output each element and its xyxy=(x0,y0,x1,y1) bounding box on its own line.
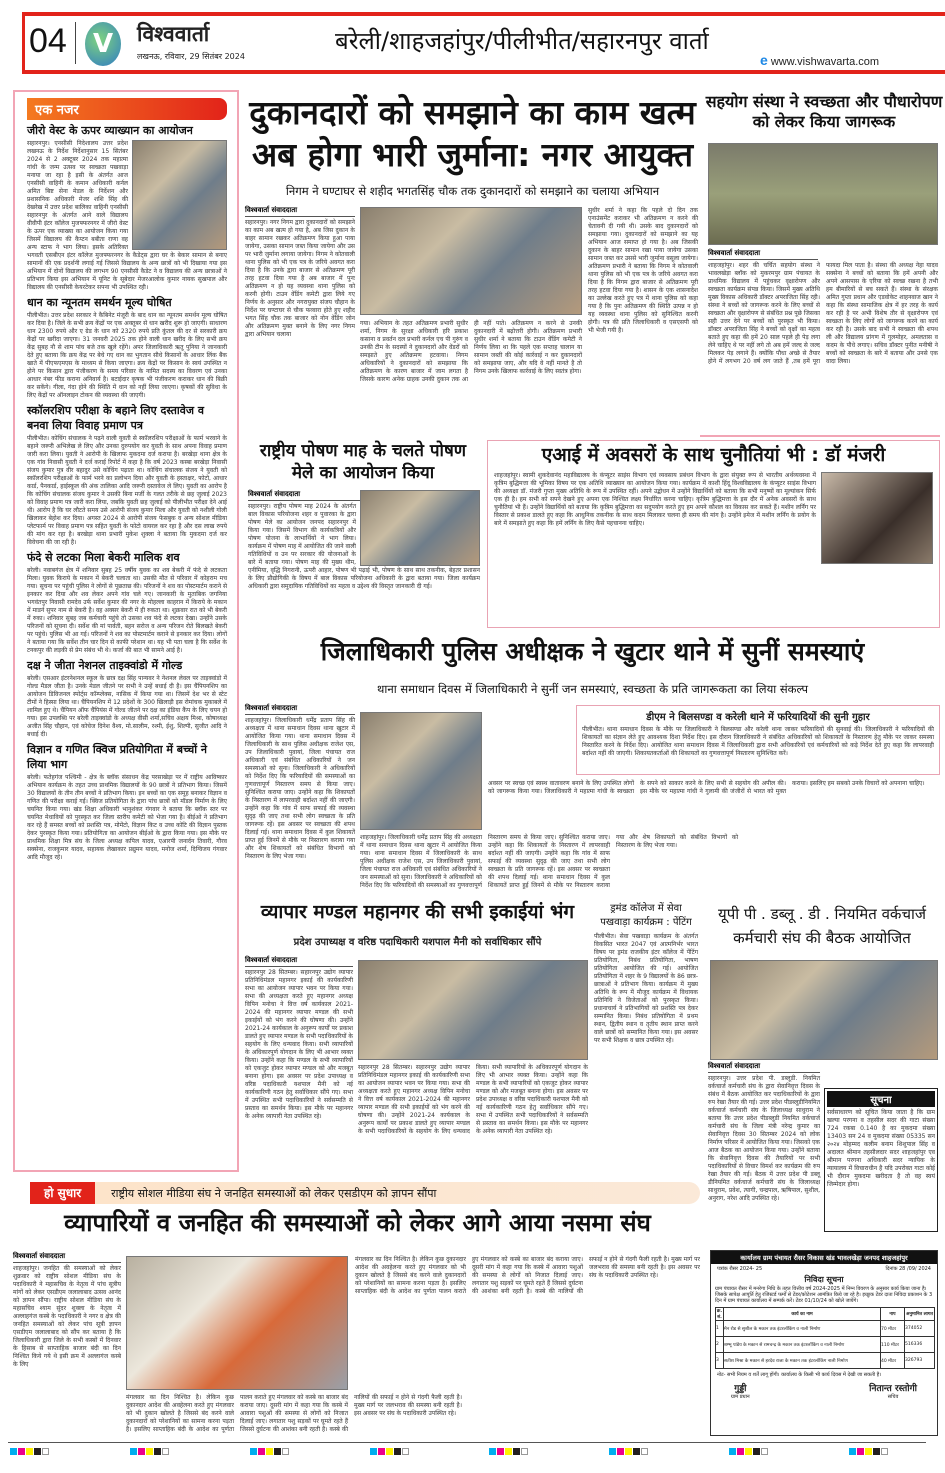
article-body: सहारनपुर। राष्ट्रीय पोषण माह 2024 के अंतर्गत बाल विकास परियोजना शहर व पुवारका के द्वारा पोषण मेले का आयोजन जनपद सहारनपुर में किया गया। जिसमें विभाग की कार्यकत्रियों और पोषण योजना के लाभार्थियों ने भाग लिया। कार्यक्रम में पोषण माह में आयोजित की जाने वाली गतिविधियों व उन पर सरकार की योजनाओं के बारे में बताया गया। पोषण माह की मुख्य थीम, एनीमिया, वृद्धि निगरानी, ऊपरी आहार, पोषण भी पढ़ाई भी, पोषण के साथ साथ तकनीक, बेहतर प्रशासन के लिए प्रौद्योगिकी के विषय में बाल विकास परियोजना अधिकारी के द्वारा बताया गया। जिला कार्यक्रम अधिकारी द्वारा समुदायिक गतिविधियों का महत्व व उद्देश्य की विस्तृत जानकारी दी गई। xyxy=(248,503,480,590)
lead-cols: गया। अभियान के तहत अतिक्रमण प्रभारी सुधीर शर्मा, निगम के सुरक्षा अधिकारी हरि प्रकाश कसाना व प्रवर्तन दल प्रभारी कर्नल एच पी गुरुंग व उनकी टीम के सदस्यों ने दुकानदारों और वेंडरों को समझाते हुए अतिक्रमण हटवाया। निगम अधिकारियों ने दुकानदारों को समझाया कि अतिक्रमण के कारण बाजार में जाम लगता है जिसके कारण अनेक ग्राहक उनकी दुकान तक आ ही नहीं पाते। अतिक्रमण न करने से उनकी दुकानदारी में बढ़ोत्तरी होगी। अतिक्रमण प्रभारी सुधीर शर्मा ने बताया कि टाउन वेंडिंग कमेटी ने निर्णय लिया था कि पहले एक सप्ताह चालान या सामान जब्ती की कोई कार्रवाई न कर दुकानदारों को समझाया जाए, और यदि वे नहीं मानते है तो निगम उनके खिलाफ कार्रवाई के लिए स्वतंत्र होगा। xyxy=(360,320,582,383)
headline-line: अब होगा भारी जुर्माना: नगर आयुक्त xyxy=(251,135,694,174)
dm-cols-lower: शाहजहांपुर। जिलाधिकारी धर्मेंद्र प्रताप सिंह की अध्यक्षता में थाना समाधान दिवस थाना खुटार में आयोजित किया गया। थाना समाधान दिवस में जिलाधिकारी के साथ पुलिस अधीक्षक राजेश एस, उप जिलाधिकारी पुवायां, जिला पंचायत राज अधिकारी एवं संबंधित अधिकारियों ने जन समस्याओं को सुना। जिलाधिकारी ने अधिकारियों को निर्देश दिए कि फरियादियों की समस्याओं का गुणवत्तापूर्ण निस्तारण समय से किया जाए। सुनिश्चित कराया जाए। उन्होंने कहा कि शिकायतों के निस्तारण में लापरवाही बर्दाश्त नहीं की जाएगी। उन्होंने कहा कि गांव में साफ सफाई की व्यवस्था सुदृढ़ की जाए तथा सभी लोग स्वच्छता के प्रति जागरूक रहें। इस अवसर पर स्वच्छता की शपथ दिलाई गई। थाना समाधान दिवस में कुल शिकायतें प्राप्त हुई जिनमें से मौके पर निस्तारण कराया गया और शेष शिकायतों को संबंधित विभागों को निस्तारण के लिए भेजा गया। xyxy=(360,834,738,889)
color-swatch xyxy=(370,1448,377,1455)
cmyk-mark xyxy=(609,1448,648,1455)
dm-subheadline: थाना समाधान दिवस में जिलाधिकारी ने सुनीं जन समस्याएं, स्वच्छता के प्रति जागरूकता का लिया संकल्प xyxy=(377,682,808,696)
vyapar-cols: सहारनपुर 28 सितम्बर। सहारनपुर उद्योग व्यापार प्रतिनिधिमंडल महानगर इकाई की कार्यकारिणी सभा का आयोजन व्यापार भवन पर किया गया। सभा की अध्यक्षता करते हुए महानगर अध्यक्ष विपिन मनोचा ने वित्त वर्ष कार्यकाल 2021-2024 की महानगर व्यापार मण्डल की सभी इकाईयों को भंग करने की घोषणा की। उन्होंने 2021-24 कार्यकाल के अनुरूप कार्यों पर प्रकाश डालते हुए व्यापार मण्डल के सभी पदाधिकारियों के सहयोग के लिए धन्यवाद किया। सभी व्यापारियों के अधिकारपूर्ण योगदान के लिए भी आभार व्यक्त किया। उन्होंने कहा कि मण्डल के सभी व्यापारियों को एकजुट होकर व्यापार मण्डल को और मजबूत बनाना होगा। इस अवसर पर प्रदेश उपाध्यक्ष व वरिष्ठ पदाधिकारी यशपाल मैनी को नई कार्यकारिणी गठन हेतु सर्वाधिकार सौंपे गए। सभा में उपस्थित सभी पदाधिकारियों ने सर्वसम्मति से प्रस्ताव का समर्थन किया। इस मौके पर महानगर के अनेक व्यापारी नेता उपस्थित रहे। xyxy=(358,1064,588,1135)
upwd-body xyxy=(708,1062,820,1248)
color-swatch xyxy=(274,1448,281,1455)
vyapar-subheadline: प्रदेश उपाध्यक्ष व वरिष्ठ पदाधिकारी यशपाल मैनी को सर्वाधिकार सौंपे xyxy=(293,937,542,948)
lead-col4: सुधीर शर्मा ने कहा कि पहले दो दिन तक एनाउंसमेंट कराकर भी अतिक्रमण न करने की चेतावनी दी गयी थी। उसके बाद दुकानदारों को समझाया गया। दुकानदारों को समझाने का यह अभियान आज समाप्त हो गया है। अब जिसकी दुकान के बाहर सामान रखा पाया जायेगा उसका सामान जब्त कर उससे भारी जुर्माना वसूला जायेगा। अतिक्रमण प्रभारी ने बताया कि निगम ने कोतवाली थाना पुलिस को भी एक पत्र के जरिये अवगत करा दिया है कि निगम द्वारा बाजार से अतिक्रमण पूरी तरह हटवा दिया गया है। शासन के एक शासनादेश का उल्लेख करते हुए पत्र में थाना पुलिस को कहा गया है कि पुनः अतिक्रमण की स्थिति उत्पन्न न हो यह व्यवस्था थाना पुलिस को सुनिश्चित करनी होगी। पत्र की प्रति जिलाधिकारी व एसएसपी को भी भेजी गयी है। xyxy=(588,207,698,334)
thana-samadhan-photo xyxy=(360,712,482,830)
article-body: शाहजहांपुर। जनहित की समस्याओं को लेकर शुक्रवार को राष्ट्रीय सोशल मीडिया संघ के पदाधिकारी ने महासचिव के नेतृत्व में पांच सूत्रीय मांगों को लेकर एसडीएम जलालाबाद उत्सव आनंद को ज्ञापन सौंपा। राष्ट्रीय सोशल मीडिया संघ के महासचिव श्याम सुंदर शुक्ला के नेतृत्व में अल्लाहगंज कस्बे के पदाधिकारी ने नगर व क्षेत्र की जनहित समस्याओं को लेकर पांच सूत्री ज्ञापन एसडीएम जलालाबाद को सौंप कर बताया है कि जिलाधिकारी द्वारा जिले के सभी कस्बों में दिनवार के हिसाब से साप्ताहिक बाजार बंदी का दिन निश्चित किये गये थे इसी क्रम में अल्लागंज कस्बे के लिए xyxy=(13,1265,121,1368)
nasma-headline: व्यापारियों व जनहित की समस्याओं को लेकर आगे आया नसमा संघ xyxy=(64,1209,651,1237)
notice-body: सर्वसाधारण को सूचित किया जाता है कि ग्राम खल्या परगना व तहसील सदर की गाटा संख्या 724 रकबा 0.140 है का मुकदमा संख्या 13403 सन 24 व मुकदमा संख्या 05335 सन २०२४ मोहम्मद कलीम बनाम शिशुपाल सिंह व अदालत श्रीमान तहसीलदार सदर शाहजहांपुर एव श्रीमान परगना अधिकारी सदर न्यायिक के न्यायालय में विचाराधीन है यदि उपरोक्त गाटा कोई भी दौरान मुकदमा खरीदता है तो वह स्वयं जिम्मेदार होगा। xyxy=(827,1109,935,1188)
cmyk-mark xyxy=(370,1448,409,1455)
article-body: सहारनपुर। उत्तर प्रदेश पी. डब्लूडी. नियमित वर्कचार्ज कर्मचारी संघ के द्वारा सेवानिवृत्त दिवस के संबंध में बैठक आयोजित कर पदाधिकारियों के द्वारा रुप रेखा तैयार की गई। उत्तर प्रदेश पीडब्लूडीनियमित वर्कचार्ज कर्मचारी संघ के जिलाध्यक्ष साधुराम ने बताया कि उत्तर प्रदेश पीडब्लूडी नियमित वर्कचार्ज कर्मचारी संघ के जिला मंत्री नरेन्द्र कुमार का सेवानिवृत्त दिवस 30 सितम्बर 2024 को लोक निर्माण परिसर में आयोजित किया गया। जिसको एक आज बैठक का आयोजन किया गया। उन्होंने बताया कि सेवानिवृत्त दिवस की तैयारियों पर सभी पदाधिकारियों से विचार विमर्श कर कार्यक्रम की रुप रेखा तैयार की गई। बैठक में उत्तर प्रदेश पी डब्लू डीनियमित वर्कचार्ज कर्मचारी संघ के जिलाध्यक्ष साधुराम, प्रवेश, त्यागी, चन्द्रपाल, ऋषिपाल, सुशील, अनुराग, नरेश आदि उपस्थित रहे। xyxy=(708,1075,820,1202)
cell: 2 xyxy=(716,1337,724,1353)
crosshair-mark xyxy=(402,1448,409,1455)
table-row xyxy=(716,1353,935,1369)
headline-line: दुकानदारों को समझाने का काम खत्म xyxy=(249,93,696,132)
cell: 3 xyxy=(716,1353,724,1369)
article-body: सहारनपुर 28 सितम्बर। सहारनपुर उद्योग व्यापार प्रतिनिधिमंडल महानगर इकाई की कार्यकारिणी सभा का आयोजन व्यापार भवन पर किया गया। सभा की अध्यक्षता करते हुए महानगर अध्यक्ष विपिन मनोचा ने वित्त वर्ष कार्यकाल 2021-2024 की महानगर व्यापार मण्डल की सभी इकाईयों को भंग करने की घोषणा की। उन्होंने 2021-24 कार्यकाल के अनुरूप कार्यों पर प्रकाश डालते हुए व्यापार मण्डल के सभी पदाधिकारियों के सहयोग के लिए धन्यवाद किया। सभी व्यापारियों के अधिकारपूर्ण योगदान के लिए भी आभार व्यक्त किया। उन्होंने कहा कि मण्डल के सभी व्यापारियों को एकजुट होकर व्यापार मण्डल को और मजबूत बनाना होगा। इस अवसर पर प्रदेश उपाध्यक्ष व वरिष्ठ पदाधिकारी यशपाल मैनी को नई कार्यकारिणी गठन हेतु सर्वाधिकार सौंपे गए। सभा में उपस्थित सभी पदाधिकारियों ने सर्वसम्मति से प्रस्ताव का समर्थन किया। इस मौके पर महानगर के अनेक व्यापारी नेता उपस्थित रहे। xyxy=(245,969,353,1120)
col-header: नाप xyxy=(881,1308,905,1321)
signatory-role: सचिव xyxy=(887,1394,899,1400)
ai-story-box xyxy=(487,440,940,628)
tender-title: निविदा सूचना xyxy=(804,1275,844,1284)
brand-name: विश्ववार्ता xyxy=(137,22,210,46)
color-swatch xyxy=(609,1448,616,1455)
color-swatch xyxy=(266,1448,273,1455)
col-header: क्र. सं. xyxy=(716,1309,723,1320)
website-text: www.vishwavarta.com xyxy=(770,56,880,68)
color-swatch xyxy=(497,1448,504,1455)
story-title: धान का न्यूनतम समर्थन मूल्य घोषित xyxy=(27,296,172,309)
dm-headline: जिलाधिकारी पुलिस अधीक्षक ने खुटार थाने में सुनीं समस्याएं xyxy=(320,637,865,666)
story-body: बरेली। नवाबगंज क्षेत्र में शनिवार सुबह 25 वर्षीय युवक का शव बेकरी में फंदे से लटकता मिला। युवक किराये के मकान में बेकरी चलाता था। उसकी मौत से परिवार में कोहराम मच गया। सूचना पर पहुंची पुलिस ने लोगों से पूछताछ की। परिजनों ने शव का पोस्टमार्टम कराने से इनकार कर दिया और शव लेकर अपने गांव चले गए। जानकारी के मुताबिक जगनिया भगवंतपुर निवासी रामदेव उर्फ सर्वेश कुमार की नगर के मोहल्ला काहरान में किराये के मकान में माडर्न सुपर नाम से बेकरी है। वह अक्सर बेकरी में ही रुकता था। शुक्रवार रात को भी बेकरी में रुका। शनिवार सुबह जब कर्मचारी पहुंचे तो उसका शव फंदे से लटका देखा। उन्होंने उसके परिजनों को सूचना दी। सर्वेश की मां पार्वती, बहन सरोज व अन्य परिजन रोते बिलखते बेकरी पर पहुंचे। पुलिस भी आ गई। परिजनों ने शव का पोस्टमार्टम कराने से इनकार कर दिया। लोगों ने बताया गया कि सर्वेश तीन चार दिन से काफी परेशान था। यह भी पता चला है कि सर्वेश के टनकपुर की लड़की से प्रेम संबंध भी थे। कर्जा की बात भी सामने आई है। xyxy=(27,567,227,654)
table-row xyxy=(716,1337,935,1353)
left-story xyxy=(27,550,227,655)
cell: 70 मीटर xyxy=(881,1321,905,1337)
color-swatch xyxy=(857,1448,864,1455)
tender-ref: पत्रांक रौसर 2024- 25 xyxy=(717,1266,763,1272)
article-body: सहारनपुर। नगर निगम द्वारा दुकानदारों को समझाने का काम अब खत्म हो गया है, अब जिस दुकान के बाहर सामान रखकर अतिक्रमण किया हुआ पाया जायेगा, उसका सामान जब्त किया जायेगा और उस पर भारी जुर्माना लगाया जायेगा। निगम ने कोतवाली थाना पुलिस को भी एक पत्र के जरिये अवगत करा दिया है कि उनके द्वारा बाजार से अतिक्रमण पूरी तरह हटवा दिया गया है अब बाजार में पुनः अतिक्रमण न हो यह व्यवस्था थाना पुलिस को करनी होगी। टाउन वेंडिंग कमेटी द्वारा लिये गए निर्णय के अनुसार और नगरायुक्त संजय चौहान के निर्देश पर घण्टाघर से चौक फव्वारा होते हुए शहीद भगत सिंह चौक तक बाजार को नोन वेंडिंग जोन और अतिक्रमण मुक्त बनाने के लिए नगर निगम द्वारा अभियान चलाया xyxy=(245,219,355,338)
poshan-body xyxy=(248,490,480,628)
article-body: पीलीभीत। थाना समाधान दिवस के मौके पर जिलाधिकारी ने बिलसण्डा और करेली थाना जाकर फरियादियों की सुनवाई की। जिलाधिकारी ने फरियादियों की शिकायतों का संज्ञान लेते हुए आवश्यक दिशा निर्देश दिए। इस दौरान जिलाधिकारी ने संबंधित अधिकारियों को शिकायतों के निस्तारण हेतु मौके पर जाकर समस्या निस्तारित करने के निर्देश दिए। आयोजित थाना समाधान दिवस में जिलाधिकारी द्वारा सभी अधिकारियों एवं कर्मचारियों को कड़े निर्देश देते हुए कहा कि लापरवाही बर्दाश्त नहीं की जाएगी। शिकायतकर्ताओं की शिकायतों का गुणवत्तापूर्ण निस्तारण सुनिश्चित करें। xyxy=(582,726,934,757)
article-body: पीलीभीत। सेवा पखवाड़ा कार्यक्रम के अंतर्गत विकसित भारत 2047 एवं आत्मनिर्भर भारत विषय पर ड्रमंड राजकीय इंटर कॉलेज में पेंटिंग प्रतियोगिता, निबंध प्रतियोगिता, भाषण प्रतियोगिता आयोजित की गई। आयोजित प्रतियोगिता में शहर के 9 विद्यालयों के 86 छात्र-छात्राओं ने प्रतिभाग किया। कार्यक्रम में मुख्य अतिथि के रूप में मौजूद कार्यक्रम में विधायक प्रतिनिधि ने विजेताओं को पुरस्कृत किया। प्रधानाचार्य ने प्रतिभागियों को प्रशस्ति पत्र देकर सम्मानित किया। निबंध प्रतियोगिता में प्रथम स्थान, द्वितीय स्थान व तृतीय स्थान प्राप्त करने वाले छात्रों को सम्मानित किया गया। इस अवसर पर सभी शिक्षक व छात्र उपस्थित रहे। xyxy=(594,933,698,1044)
signatures xyxy=(711,1379,937,1402)
logo-icon: V xyxy=(85,22,121,66)
color-swatch xyxy=(865,1448,872,1455)
story-body: सहारनपुर। एनसीसी निदेशालय उत्तर प्रदेश लखनऊ के निर्देश निर्देशानुसार 15 सितंबर 2024 से 2 अक्टूबर 2024 तक महात्मा गांधी के जन्म उत्सव पर स्वच्छता पखवाड़ा मनाया जा रहा है इसी के अंतर्गत आज एनसीसी वाहिनी के कमान अधिकारी कर्नल अमित बिष्ट सेना मेडल के निर्देशन और प्रशासनिक अधिकारी मेजर शशि सिंह की देखरेख में उत्तर प्रदेश बालिका वाहिनी एनसीसी सहारनपुर के अंतर्गत आने वाले विद्यालय वीवीपी इंटर कॉलेज मुजफ्फरनगर में जीरो वेस्ट के ऊपर एक व्याख्या का आयोजन किया गया जिसमें विद्यालय की कैप्टन बबीता राणा वह अन्य स्टाफ ने भाग लिया। इसके अतिरिक्त भगवती एसबीएन इंटर कॉलेज मुजफ्फरनगर के कैडेट्स द्वारा घर के बेकार सामान से बनाए सामानों की एक प्रदर्शनी लगाई गई जिससे विद्यालय के अन्य छात्रों को भी दिखाया गया इस अभियान में दोनों विद्यालय की लगभग 90 एनसीसी कैडेट ने व विद्यालय की अन्य छात्राओं ने प्रतिभाग किया इस अभियान में यूनिट के सूबेदार मेजरआलोक कुमार नायक सुखपाल और विद्यालय की एनसीसी केयरटेकर सपना भी उपस्थित रही। xyxy=(27,140,227,291)
cmyk-mark xyxy=(489,1448,528,1455)
color-swatch xyxy=(394,1448,401,1455)
color-swatch xyxy=(737,1448,744,1455)
cmyk-mark xyxy=(250,1448,289,1455)
crosshair-mark xyxy=(881,1448,888,1455)
byline: विश्ववार्ता संवाददाता xyxy=(708,249,818,260)
color-swatch xyxy=(130,1448,137,1455)
upwd-headline: यूपी पी . डब्लू . डी . नियमित वर्कचार्ज कर्मचारी संघ की बैठक आयोजित xyxy=(718,905,926,947)
cell: 516336 xyxy=(905,1337,935,1353)
color-swatch xyxy=(250,1448,257,1455)
divider xyxy=(75,22,76,64)
soochna-box xyxy=(824,1088,938,1232)
story-body: पीलीभीत। उत्तर प्रदेश सरकार ने कैबिनेट मंजूरी के बाद धान का न्यूनतम समर्थन मूल्य घोषित कर दिया है। जिले के सभी क्रय केंद्रों पर एक अक्तूबर से धान खरीद शुरू हो जाएगी। साधारण धान 2300 रुपये और ए ग्रेड के धान को 2320 रुपये प्रति कुंतल की दर से सरकारी क्रय केंद्रों पर खरीदा जाएगा। 31 जनवरी 2025 तक होने वाली धान खरीद के लिए सभी क्रय केंद्र सुबह नौ से शाम पांच बजे तक खुले रहेंगे। अपर जिलाधिकारी ऋतु पुनिया ने जानकारी देते हुए बताया कि क्रय केंद्र पर बेचे गए धान का भुगतान सीधे किसानों के आधार लिंक बैंक खाते में पीएफएमएस के माध्यम से किया जाएगा। क्रय केंद्रों पर किसान के स्वयं उपस्थित न होने पर किसान द्वारा पंजीकरण के समय परिवार के नामित सदस्य का विवरण एवं उनका आधार नंबर फीड कराना अनिवार्य है। बटाईदार कृषक भी पंजीकरण कराकर धान की बिक्री कर सकेंगे। गीला, गंदा होने की स्थिति में धान को नहीं लिया जाएगा। कृषकों की सुविधा के लिए केंद्रों पर ऑनलाइन टोकन की व्यवस्था की जाएगी। xyxy=(27,312,227,399)
article-body: शाहजहांपुर। जिलाधिकारी धर्मेंद्र प्रताप सिंह की अध्यक्षता में थाना समाधान दिवस थाना खुटार में आयोजित किया गया। थाना समाधान दिवस में जिलाधिकारी के साथ पुलिस अधीक्षक राजेश एस, उप जिलाधिकारी पुवायां, जिला पंचायत राज अधिकारी एवं संबंधित अधिकारियों ने जन समस्याओं को सुना। जिलाधिकारी ने अधिकारियों को निर्देश दिए कि फरियादियों की समस्याओं का गुणवत्तापूर्ण निस्तारण समय से किया जाए। सुनिश्चित कराया जाए। उन्होंने कहा कि शिकायतों के निस्तारण में लापरवाही बर्दाश्त नहीं की जाएगी। उन्होंने कहा कि गांव में साफ सफाई की व्यवस्था सुदृढ़ की जाए तथा सभी लोग स्वच्छता के प्रति जागरूक रहें। इस अवसर पर स्वच्छता की शपथ दिलाई गई। थाना समाधान दिवस में कुल शिकायतें प्राप्त हुई जिनमें से मौके पर निस्तारण कराया गया और शेष शिकायतों को संबंधित विभागों को निस्तारण के लिए भेजा गया। xyxy=(245,717,355,860)
vyapar-meeting-photo xyxy=(358,960,588,1060)
sahyog-headline: सहयोग संस्था ने स्वच्छता और पौधारोपण को लेकर किया जागरूक xyxy=(705,92,943,131)
table-row xyxy=(716,1321,935,1337)
color-swatch xyxy=(625,1448,632,1455)
divider xyxy=(700,435,940,437)
nasma-kicker: राष्ट्रीय सोशल मीडिया संघ ने जनहित समस्याओं को लेकर एसडीएम को ज्ञापन सौंपा xyxy=(111,1186,437,1200)
color-swatch xyxy=(849,1448,856,1455)
tender-notice xyxy=(710,1250,938,1436)
left-column xyxy=(13,90,239,1172)
byline: विश्ववार्ता संवाददाता xyxy=(708,1062,820,1073)
lead-col1 xyxy=(245,206,355,426)
lead-headline xyxy=(245,92,700,176)
encroachment-photo xyxy=(360,207,582,315)
drummond-headline: ड्रमंड कॉलेज में सेवा पखवाड़ा कार्यक्रम : पेंटिंग xyxy=(600,903,692,928)
cmyk-mark xyxy=(849,1448,888,1455)
page-number: 04 xyxy=(29,22,67,60)
crosshair-mark xyxy=(282,1448,289,1455)
story-body: बरेली। एसआर इंटरनेशनल स्कूल के छात्र दक्ष सिंह पान्यवर ने नेशनल लेवल पर ताइक्वांडो में गोल्ड मैडल जीता है। उनके मेडल जीतने पर सभी ने उन्हें बधाई दी है। इस चैंपियनशिप का आयोजन डिविजनल स्पोर्ट्स कॉम्प्लेक्स, नासिक में किया गया था। जिसमें देश भर से स्टेट टीमों ने हिस्सा लिया था। चैंपियनशिप में 12 प्रदेशों के 300 खिलाड़ी इस रोमांचक मुकाबले में शामिल हुए थे। चैंपियन ऑफ चैंपियंस में गोल्ड जीतने पर दक्ष का इंडिया कैंप के लिए चयन हो गया। इस उपलब्धि पर बरेली ताइक्वांडो के अध्यक्ष वीसी शर्मा,सचिव अक्षय मिश्रा, कोषाध्यक्ष अजीत सिंह चौहान, एवं कोचेज दिनेश वैश्य, मो.सालीम, रश्मी, ईशु, शिल्पी, सुजीत आदि ने बधाई दी। xyxy=(27,675,227,738)
cmyk-mark xyxy=(729,1448,768,1455)
left-story xyxy=(27,295,227,400)
masthead xyxy=(22,12,945,74)
byline: विश्ववार्ता संवाददाता xyxy=(13,1252,121,1263)
byline: विश्ववार्ता संवाददाता xyxy=(245,206,355,217)
dm-cols: अवसर पर स्वच्छ एवं स्वस्थ वातावरण बनाने के लिए उपस्थित लोगों को जागरूक किया गया। जिलाधिकारी ने महात्मा गांधी के स्वच्छता के सपने को साकार करने के लिए सभी से सहयोग की अपील की। इस मौके पर महात्मा गांधी ने गुलामी की जंजीरों से भारत को मुक्त कराया। इसलिए हम सबको उनके विचारों को अपनाना चाहिए। xyxy=(488,780,925,795)
section-title: बरेली/शाहजहांपुर/पीलीभीत/सहारनपुर वार्ता xyxy=(335,27,709,55)
ie-icon: e xyxy=(760,52,768,68)
color-swatch xyxy=(873,1448,880,1455)
crosshair-mark xyxy=(42,1448,49,1455)
col-header: कार्य का नाम xyxy=(724,1308,881,1321)
lead-subheadline: निगम ने घण्टाघर से शहीद भगतसिंह चौक तक दुकानदारों को समझाने का चलाया अभियान xyxy=(285,184,660,198)
signatory-name: नितान्त रस्तोगी xyxy=(869,1384,917,1394)
ho-sudhar-strip xyxy=(30,1182,700,1204)
left-story xyxy=(27,658,227,739)
color-swatch xyxy=(745,1448,752,1455)
dm-box-title: डीएम ने बिलसण्डा व करेली थाने में फरियादियों की सुनी गुहार xyxy=(646,712,870,723)
upwd-photo xyxy=(710,960,938,1060)
tender-table xyxy=(715,1307,935,1369)
cell: 40 मीटर xyxy=(881,1353,905,1369)
cell: 1 xyxy=(716,1321,724,1337)
speaker-photo xyxy=(821,472,933,564)
story-title: दक्ष ने जीता नेशनल ताइक्वांडो में गोल्ड xyxy=(27,659,183,672)
ho-sudhar-tag: हो सुधार xyxy=(30,1182,95,1204)
article-body: शाहजहांपुर। शहर की चर्चित सहयोग संस्था ने भावलखेड़ा ब्लॉक को मुकरमपुर ग्राम पंचायत के प्राथमिक विद्यालय में पहुंचकर वृक्षारोपण और स्वच्छता कार्यक्रम संपन्न किया। जिसमें मुख्य अतिथि मुख्य विकास अधिकारी डॉक्टर अपराजिता सिंह रही। संस्था ने बच्चों को जागरूक करने के लिए बच्चों से स्वच्छता और वृक्षारोपण से संबंधित प्रश्न पूछे जिसका सही उत्तर देने पर बच्चों को पुरस्कृत भी किया। डॉक्टर अपराजिता सिंह ने बच्चों को वृक्षों का महत्व बताते हुए कहा की हमें 20 साल पहले ही पेड़ लगा लेने चाहिए थे पर नहीं लगे तो अब हमें जल्द से जल्द मिलकर पेड़ लगाने हैं। क्योंकि पौधा अच्छे से तैयार होने में लगभग 20 वर्ष लग जाते हैं ,तब हमें पूरा फायदा मिल पाता है। संस्था की अध्यक्ष नेहा यादव सक्सेना ने बच्चों को बताया कि हमें अपनी और अपने आसपास के एरिया को स्वच्छ रखना है तभी हम बीमारियों से बच सकते हैं। संस्था के संरक्षक अमित गुप्ता प्रधान और एडवोकेट शाहनवाज खान ने कहा कि संस्था सामाजिक क्षेत्र में हर तरह के कार्य कर रही है पर अभी विशेष तौर से वृक्षारोपण एवं स्वच्छता के लिए लोगों को जागरूक करने का कार्य कर रही है। उसके बाद सभी ने स्वच्छता की शपथ ली और विद्यालय प्रांगण में गुलमोहर, अमलतास व कदम के पौधे लगाए। सचिव डॉक्टर पुनीत मनीषी ने बच्चों को स्वच्छता के बारे में बताया और उनसे एक वादा लिया। xyxy=(708,262,938,365)
tender-intro: ग्राम पंचायत रौसर में मनरेगा निधि के तहत वित्तीय वर्ष 2024-2025 में निम्न विवरण के अनुसार कार्य किया जाना है। जिसके सापेक्ष आपूर्ति हेतु रजिस्टर्ड फर्मों से टेंडर/कोटेशन आमंत्रित किये जा रहे है। इच्छुक टेंडर दाता निविदा प्रकाशन के 3 दिन में ग्राम पंचायत कार्यालय में सम्पर्क करें। टेंडर 01/10/24 को खोले जायेंगे। xyxy=(715,1286,933,1304)
left-story xyxy=(27,123,227,292)
registration-marks xyxy=(10,1448,930,1455)
color-swatch xyxy=(513,1448,520,1455)
cell: 374052 xyxy=(905,1321,935,1337)
story-body: पीलीभीत। कोचिंग संचालक ने पढ़ने वाली युवती से स्कॉलरशिप परीक्षाओं के फार्म भरवाने के बहाने जरूरी अभिलेख ले लिए और उनका दुरुपयोग कर युवती के साथ अपना विवाह प्रमाण जारी करा लिया। युवती ने आरोपी के खिलाफ मुकदमा दर्ज कराया है। बरखेड़ा थाना क्षेत्र के एक गांव निवासी युवती ने दर्ज कराई रिपोर्ट में कहा है कि वर्ष 2023 कस्बा बरखेड़ा निवासी संजय कुमार पुत्र वीर बहादुर उसे कोचिंग पढ़ाता था। कोचिंग संचालक संजय ने युवती को स्कॉलरशिप परीक्षाओं के फार्म भरने का प्रलोभन दिया और युवती के हस्ताक्षर, फोटो, आधार कार्ड, पैनकार्ड, हाईस्कूल की अंक तालिका आदि जरूरी दस्तावेज ले लिए। युवती का आरोप है कि कोचिंग संचालक संजय कुमार ने उसकी बिना मर्जी के गलत तरीके से छह जुलाई 2023 को विवाह प्रमाण पत्र जारी करा लिया, जबकि युवती छह जुलाई को पीलीभीत परीक्षा देने आई थी। आरोप है कि घर लौटते समय उसे आरोपी संजय कुमार मिला और युवती को नशीली गोली खिलाकर बेहोश कर दिया। अगस्त 2024 से आरोपी संजय फेसबुक व अन्य सोशल मीडिया प्लेटफार्म पर विवाह प्रमाण पत्र सहित युवती के फोटो वायरल कर रहा है और दस लाख रुपये की मांग कर रहा है। बरखेड़ा थाना प्रभारी मुकेश शुक्ला ने बताया कि मुकदमा दर्ज कर विवेचना की जा रही है। xyxy=(27,435,227,546)
nasma-cols: मंगलवार का दिन निश्चित है। लेकिन कुछ दुकानदार आदेश की अवहेलना करते हुए मंगलवार को भी दुकान खोलते है जिससे बंद करने वाले दुकानदारों को परेशानियों का सामना करना पड़ता है। इसलिए साप्ताहिक बंदी के आदेश का पूर्णता पालन कराते हुए मंगलवार को कस्बे का बाजार बंद कराया जाए। दूसरी मांग में कहा गया कि कस्बे में आवारा पशुओं की समस्या से लोगों को निजात दिलाई जाए। लगातार पशु सड़कों पर घूमते रहते हैं जिससे दुर्घटना की आशंका बनी रहती है। कस्बे की नालियों की सफाई न होने से गंदगी फैली रहती है। मुख्य मार्ग पर जलभराव की समस्या बनी रहती है। इस अवसर पर संघ के पदाधिकारी उपस्थित रहे। xyxy=(126,1394,462,1433)
left-story xyxy=(27,403,227,547)
story-title: फंदे से लटका मिला बेकरी मालिक शव xyxy=(27,551,180,564)
cell: मेन रोड से सुशील के मकान तक इंटरलॉकिंग व नाली निर्माण xyxy=(724,1321,881,1337)
byline: विश्ववार्ता संवाददाता xyxy=(248,490,480,501)
color-swatch xyxy=(18,1448,25,1455)
cell: शम्भू पांडेय के मकान से रामचन्द्र के मकान तक इंटरलॉकिंग व नाली निर्माण xyxy=(724,1337,881,1353)
color-swatch xyxy=(258,1448,265,1455)
soochna-title: सूचना xyxy=(827,1091,935,1107)
color-swatch xyxy=(10,1448,17,1455)
ai-headline: एआई में अवसरों के साथ चुनौतियां भी : डॉ मंजरी xyxy=(541,444,886,466)
drummond-story xyxy=(594,902,698,1168)
tender-date: दिनांक 28 /09/ 2024 xyxy=(885,1266,931,1272)
color-swatch xyxy=(505,1448,512,1455)
color-swatch xyxy=(34,1448,41,1455)
cell: 326793 xyxy=(905,1353,935,1369)
crosshair-mark xyxy=(761,1448,768,1455)
signatory-role: ग्राम प्रधान xyxy=(731,1394,750,1400)
signatory-name: गुड्डी xyxy=(734,1384,747,1394)
story-title: जीरो वेस्ट के ऊपर व्याख्यान का आयोजन xyxy=(27,124,193,137)
left-story xyxy=(27,742,227,862)
col-header: अनुमानित लागत xyxy=(905,1308,935,1321)
color-swatch xyxy=(753,1448,760,1455)
cell: 110 मीटर xyxy=(881,1337,905,1353)
vyapar-col1 xyxy=(245,956,353,1168)
color-swatch xyxy=(378,1448,385,1455)
memorandum-photo xyxy=(126,1256,348,1390)
dm-col1 xyxy=(245,704,355,896)
color-swatch xyxy=(633,1448,640,1455)
story-title: विज्ञान व गणित क्विज प्रतियोगिता में बच्चों ने लिया भाग xyxy=(27,743,207,771)
ncc-photo xyxy=(132,140,227,250)
crosshair-mark xyxy=(521,1448,528,1455)
story-title: स्कॉलरशिप परीक्षा के बहाने लिए दस्तावेज व बनवा लिया विवाह प्रमाण पत्र xyxy=(27,404,204,432)
color-swatch xyxy=(146,1448,153,1455)
table-header xyxy=(716,1308,935,1321)
cmyk-mark xyxy=(10,1448,49,1455)
nasma-cols-right: मंगलवार का दिन निश्चित है। लेकिन कुछ दुकानदार आदेश की अवहेलना करते हुए मंगलवार को भी दुकान खोलते है जिससे बंद करने वाले दुकानदारों को परेशानियों का सामना करना पड़ता है। इसलिए साप्ताहिक बंदी के आदेश का पूर्णता पालन कराते हुए मंगलवार को कस्बे का बाजार बंद कराया जाए। दूसरी मांग में कहा गया कि कस्बे में आवारा पशुओं की समस्या से लोगों को निजात दिलाई जाए। लगातार पशु सड़कों पर घूमते रहते हैं जिससे दुर्घटना की आशंका बनी रहती है। कस्बे की नालियों की सफाई न होने से गंदगी फैली रहती है। मुख्य मार्ग पर जलभराव की समस्या बनी रहती है। इस अवसर पर संघ के पदाधिकारी उपस्थित रहे। xyxy=(355,1256,700,1295)
article-body: शाहजहांपुर। स्वामी शुकदेवानंद महाविद्यालय के कंप्यूटर साइंस विभाग एवं व्यवसाय प्रबंधन विभाग के द्वारा संयुक्त रूप से भारतीय अर्थव्यवस्था में कृत्रिम बुद्धिमत्ता की भूमिका विषय पर एक अतिथि व्याख्यान का आयोजन किया गया। कार्यक्रम में काशी हिंदू विश्वविद्यालय के कंप्यूटर साइंस विभाग की अध्यक्षा डॉ. मंजरी गुप्ता मुख्य अतिथि के रूप में उपस्थित रहीं। अपने उद्बोधन में उन्होंने विद्यार्थियों को बताया कि सभी मनुष्यों का मूल्यांकन सिर्फ एक ही है। हम सभी को सपने देखने हुए अपना एक निश्चित लक्ष्य निर्धारित करना चाहिए। कृत्रिम बुद्धिमत्ता के इस दौर में अनेक अवसरों के साथ चुनौतियां भी हैं। उन्होंने विद्यार्थियों को बताया कि कृत्रिम बुद्धिमत्ता का सदुपयोग करते हुए हम अपने कौशल का विकास कर सकते हैं। मशीन लर्निंग पर विस्तार से प्रकाश डालते हुए कहा कि आधुनिक तकनीक के साथ कदम मिलाकर चलना ही समय की मांग है। उन्होंने इमेज में मशीन लर्निंग के प्रयोग के बारे में समझाते हुए कहा कि हमें लर्निंग के लिए कैसे पहचानना चाहिए। xyxy=(494,471,816,527)
poshan-headline: राष्ट्रीय पोषण माह के चलते पोषण मेले का आयोजन किया xyxy=(259,441,467,483)
byline: विश्ववार्ता संवाददाता xyxy=(245,704,355,715)
cmyk-mark xyxy=(130,1448,169,1455)
dm-box xyxy=(576,705,940,775)
color-swatch xyxy=(386,1448,393,1455)
color-swatch xyxy=(154,1448,161,1455)
ek-nazar-tag: एक नजर xyxy=(27,98,227,120)
crosshair-mark xyxy=(162,1448,169,1455)
poshan-photo xyxy=(360,490,480,566)
website-link[interactable] xyxy=(760,52,879,68)
byline: विश्ववार्ता संवाददाता xyxy=(245,956,353,967)
cell: सतीश मिश्रा के मकान से हरदेव राजा के मकान तक इंटरलॉकिंग नाली निर्माण xyxy=(724,1353,881,1369)
dateline: लखनऊ, रविवार, 29 सितंबर 2024 xyxy=(137,52,245,61)
story-body: बरेली। फतेहगंज पश्चिमी - क्षेत्र के ब्लॉक संसाधन केंद्र परसाखेड़ा पर में राष्ट्रीय आविष्कार अभियान कार्यक्रम के तहत उच्च प्राथमिक विद्यालयों के 90 छात्रों ने प्रतिभाग किया। जिसमें 30 विद्यालयों के तीन तीन बच्चों ने प्रतिभाग किया। इन बच्चों का एक समूह बनाकर विज्ञान व गणित की परीक्षा कराई गई। क्विज प्रतियोगिता के द्वारा पांच छात्रों को मॉडल निर्माण के लिए चयनित किया गया। खंड शिक्षा अधिकारी भानुशंकर गंगवार ने बताया कि ब्लॉक स्तर पर चयनित मेधावियों को पुरस्कृत कर जिला स्तरीय कमेटी को भेजा गया है। बीईओ ने प्रतिभाग कर रहे हैं समस्त बच्चों को प्रशस्ति पत्र, मोमेंटो, विज्ञान किट व उच्च कोटि की विज्ञान पुस्तक देकर पुरस्कृत किया गया। प्रतियोगिता का आयोजन बीईओ के द्वारा किया गया। इस मौके पर प्राथमिक शिक्षा मित्र संघ के जिला अध्यक्ष कपिल यादव, एआरपी जनार्दन तिवारी, गौरव सक्सेना, राजकुमार यादव, सहायक लेखाकार प्रद्युमन यादव, मनोज शर्मा, दिग्विजय गंगवार आदि मौजूद रहे। xyxy=(27,774,227,861)
bottom-rule xyxy=(8,1442,926,1443)
color-swatch xyxy=(617,1448,624,1455)
nasma-col1 xyxy=(13,1252,121,1442)
crosshair-mark xyxy=(641,1448,648,1455)
plantation-photo xyxy=(708,143,938,245)
color-swatch xyxy=(26,1448,33,1455)
tender-office: कार्यालय ग्राम पंचायत रौसर विकास खंड भावलखेड़ा जनपद शाहजहांपुर xyxy=(711,1251,937,1264)
color-swatch xyxy=(489,1448,496,1455)
color-swatch xyxy=(729,1448,736,1455)
sahyog-body xyxy=(708,249,938,431)
tender-note: नोट- सभी नियम व शर्तें लागू होंगी। कार्यालय के किसी भी कार्य दिवस में देखी जा सकती है। xyxy=(717,1372,882,1378)
tender-meta xyxy=(711,1264,937,1274)
vyapar-headline: व्यापार मण्डल महानगर की सभी इकाईयां भंग xyxy=(260,901,575,923)
color-swatch xyxy=(138,1448,145,1455)
